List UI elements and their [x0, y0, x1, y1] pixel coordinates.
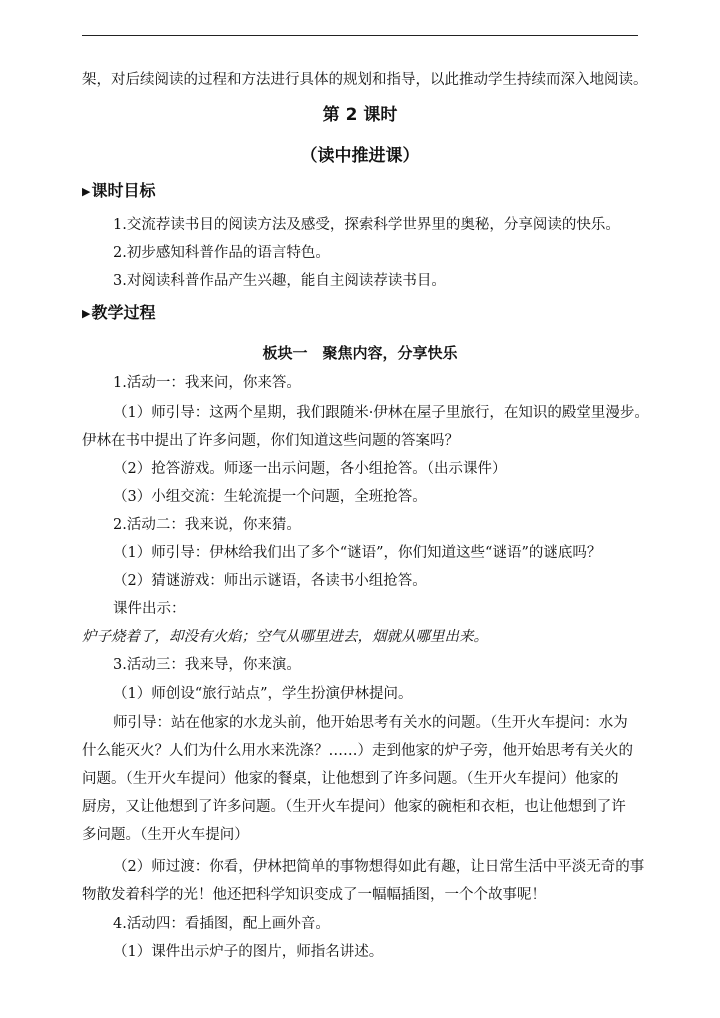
paragraph-line: 师引导：站在他家的水龙头前，他开始思考有关水的问题。（生开火车提问：水为	[113, 715, 628, 731]
paragraph-line: （1）课件出示炉子的图片，师指名讲述。	[113, 944, 384, 960]
courseware-label: 课件出示：	[113, 601, 186, 617]
goal-item: 2.初步感知科普作品的语言特色。	[113, 245, 330, 261]
triangle-bullet-icon: ▶	[82, 185, 91, 198]
goals-heading	[82, 181, 155, 202]
intro-paragraph: 架，对后续阅读的过程和方法进行具体的规划和指导，以此推动学生持续而深入地阅读。	[82, 72, 648, 88]
paragraph-line: 物散发着科学的光！他还把科学知识变成了一幅幅插图，一个个故事呢！	[82, 887, 546, 903]
goal-item: 3.对阅读科普作品产生兴趣，能自主阅读荐读书目。	[113, 273, 446, 289]
paragraph-line: （3）小组交流：生轮流提一个问题，全班抢答。	[113, 489, 427, 505]
paragraph-line: （2）师过渡：你看，伊林把简单的事物想得如此有趣，让日常生活中平淡无奇的事	[113, 859, 645, 875]
activity-title: 3.活动三：我来导，你来演。	[113, 657, 301, 673]
process-heading	[82, 303, 155, 324]
paragraph-line: 问题。（生开火车提问）他家的餐桌，让他想到了许多问题。（生开火车提问）他家的	[82, 771, 619, 787]
paragraph-line: 什么能灭火？人们为什么用水来洗涤？……）走到他家的炉子旁，他开始思考有关火的	[82, 743, 633, 759]
paragraph-line: （2）猜谜游戏：师出示谜语，各读书小组抢答。	[113, 573, 427, 589]
triangle-bullet-icon: ▶	[82, 307, 91, 320]
process-heading-text: 教学过程	[91, 303, 156, 322]
paragraph-line: 厨房，又让他想到了许多问题。（生开火车提问）他家的碗柜和衣柜，也让他想到了许	[82, 799, 626, 815]
paragraph-line: 多问题。（生开火车提问）	[82, 827, 249, 843]
activity-title: 1.活动一：我来问，你来答。	[113, 375, 301, 391]
paragraph-line: （2）抢答游戏。师逐一出示问题，各小组抢答。（出示课件）	[113, 461, 507, 477]
header-rule	[82, 35, 638, 36]
activity-title: 4.活动四：看插图，配上画外音。	[113, 916, 330, 932]
goals-heading-text: 课时目标	[91, 181, 156, 200]
goal-item: 1.交流荐读书目的阅读方法及感受，探索科学世界里的奥秘，分享阅读的快乐。	[113, 217, 620, 233]
riddle-text: 炉子烧着了，却没有火焰；空气从哪里进去，烟就从哪里出来。	[82, 629, 488, 645]
activity-title: 2.活动二：我来说，你来猜。	[113, 517, 301, 533]
lesson-subtitle: （读中推进课）	[300, 146, 420, 166]
lesson-title: 第 2 课时	[322, 105, 398, 125]
paragraph-line: （1）师创设“旅行站点”，学生扮演伊林提问。	[113, 686, 413, 702]
block-title: 板块一 聚焦内容，分享快乐	[262, 344, 458, 362]
paragraph-line: 伊林在书中提出了许多问题，你们知道这些问题的答案吗？	[82, 433, 459, 449]
paragraph-line: （1）师引导：这两个星期，我们跟随米·伊林在屋子里旅行，在知识的殿堂里漫步。	[113, 405, 649, 421]
paragraph-line: （1）师引导：伊林给我们出了多个“谜语”，你们知道这些“谜语”的谜底吗？	[113, 545, 602, 561]
